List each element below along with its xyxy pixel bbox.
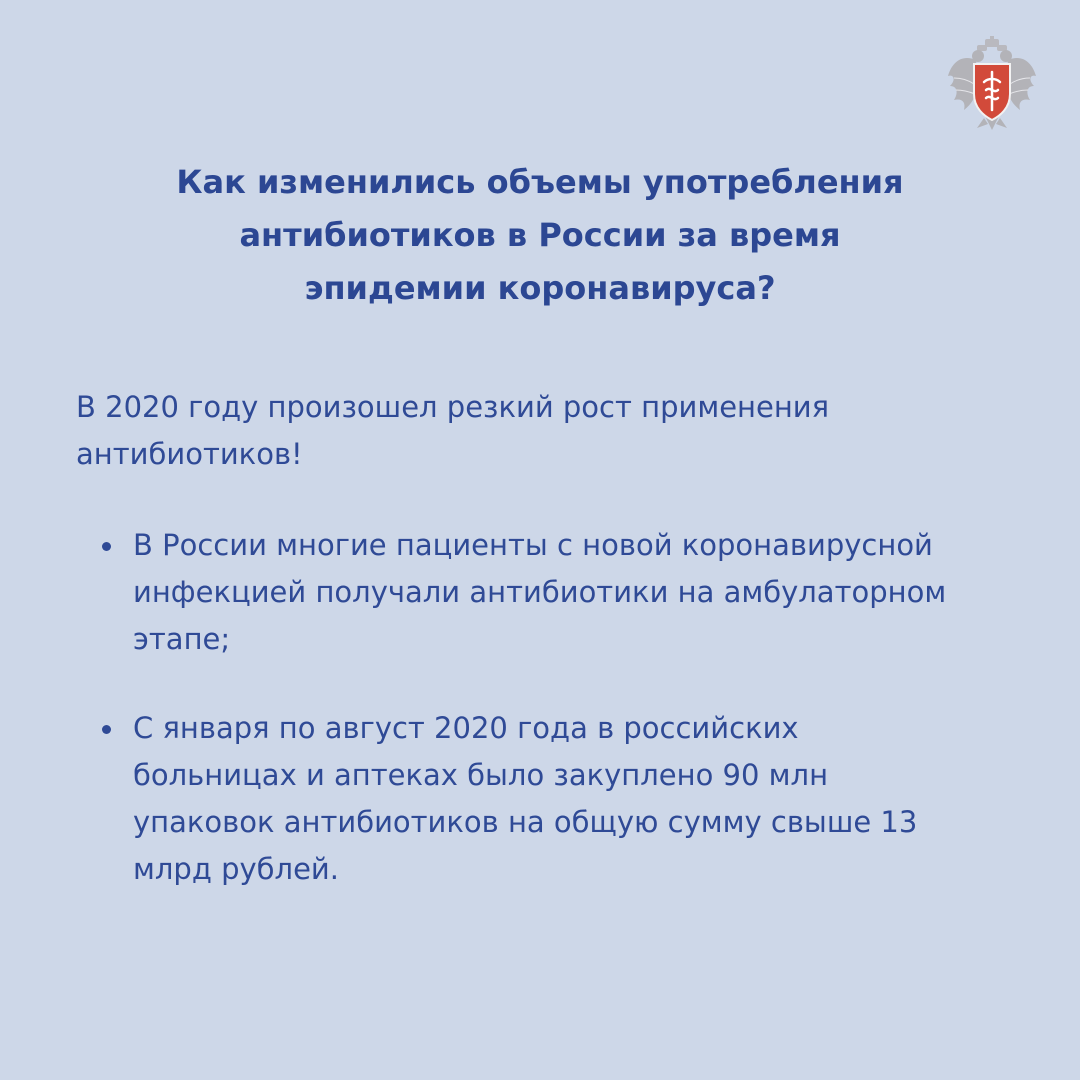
title-line: эпидемии коронавируса? <box>304 269 776 307</box>
list-item <box>76 522 1026 663</box>
lead-line: В 2020 году произошел резкий рост применения <box>76 390 830 424</box>
lead-line: антибиотиков! <box>76 437 303 471</box>
title-line: Как изменились объемы употребления <box>176 163 904 201</box>
bullet-dot-icon <box>102 542 111 551</box>
bullet-line: млрд рублей. <box>133 852 339 886</box>
lead-paragraph <box>76 384 976 478</box>
bullet-line: больницах и аптеках было закуплено 90 млн <box>133 758 829 792</box>
bullet-line: инфекцией получали антибиотики на амбулаторном <box>133 575 947 609</box>
bullet-line: В России многие пациенты с новой коронавирусной <box>133 528 933 562</box>
bullet-dot-icon <box>102 725 111 734</box>
title-line: антибиотиков в России за время <box>239 216 841 254</box>
ministry-emblem-icon <box>944 36 1040 134</box>
page-title <box>60 156 1020 315</box>
bullet-line: упаковок антибиотиков на общую сумму свыше 13 <box>133 805 918 839</box>
bullet-line: этапе; <box>133 622 231 656</box>
bullet-list <box>76 522 1026 893</box>
bullet-line: С января по август 2020 года в российских <box>133 711 799 745</box>
list-item <box>76 705 1026 893</box>
